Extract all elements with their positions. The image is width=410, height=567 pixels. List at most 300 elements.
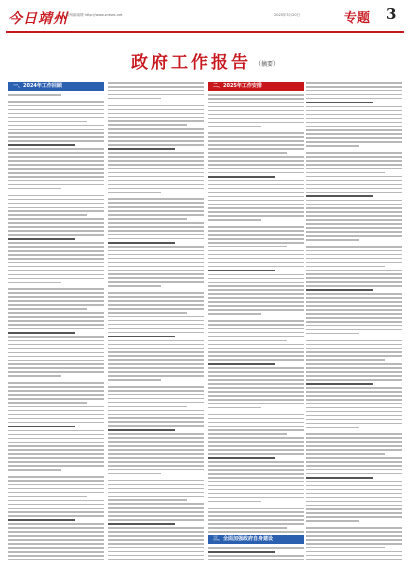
text-line [8,519,75,521]
text-line [306,531,402,533]
text-line [108,168,204,170]
text-line [8,238,75,240]
text-line [108,344,204,346]
text-line [306,505,402,507]
text-line [108,160,204,162]
text-line [208,461,304,463]
text-line [306,164,402,166]
text-line [8,465,104,467]
text-line [8,246,104,248]
text-line [8,278,104,280]
text-line [208,429,304,431]
text-line [208,379,304,381]
text-line [306,94,402,96]
text-line [208,371,304,373]
text-line [306,321,402,323]
text-line [208,226,304,228]
text-line [108,176,204,178]
text-line [8,152,104,154]
text-line [8,254,104,256]
text-line [8,527,104,529]
text-line [8,320,104,322]
text-line [108,433,204,435]
text-line [208,285,304,287]
text-line [306,449,402,451]
text-line [208,297,304,299]
text-line [306,126,402,128]
text-line [306,445,402,447]
text-line [208,176,275,178]
text-line [8,352,104,354]
text-line [8,344,104,346]
headline [0,48,410,73]
text-line [108,188,204,190]
text-line [108,230,204,232]
text-line [208,313,261,315]
text-line [108,457,204,459]
text-line [108,266,204,268]
text-line [108,417,204,419]
text-line [108,402,204,404]
text-line [108,285,161,287]
text-line [306,433,402,435]
text-line [306,211,402,213]
text-line [8,156,104,158]
text-line [306,281,402,283]
text-line [208,282,304,284]
text-line [306,176,402,178]
column-1 [8,82,104,560]
text-line [208,140,304,142]
text-line [306,375,402,377]
text-line [108,390,204,392]
text-line [8,488,104,490]
text-line [208,258,304,260]
text-line [108,367,204,369]
text-line [208,160,304,162]
headline-note: （摘要） [254,61,279,68]
text-line [108,348,204,350]
text-line [306,539,402,541]
text-line [108,394,204,396]
text-line [108,425,204,427]
text-line [108,453,204,455]
text-line [208,196,304,198]
text-line [8,282,61,284]
text-line [108,559,204,560]
text-line [108,82,204,84]
text-line [208,422,304,424]
text-line [208,399,304,401]
text-line [306,403,402,405]
text-line [306,273,402,275]
text-line [108,324,204,326]
text-line [306,219,402,221]
text-line [306,501,402,503]
text-line [8,394,104,396]
text-line [306,215,402,217]
text-line [208,262,304,264]
text-line [208,184,304,186]
text-line [306,258,402,260]
text-line [208,305,304,307]
text-line [208,375,304,377]
text-line [8,390,104,392]
text-line [306,188,402,190]
text-line [208,122,304,124]
text-line [108,332,204,334]
text-line [208,340,287,342]
text-line [306,359,385,361]
text-line [8,438,104,440]
text-line [8,434,104,436]
text-line [8,214,87,216]
text-line [306,427,359,429]
text-line [208,152,287,154]
text-line [108,281,204,283]
text-line [208,437,304,439]
text-line [108,375,204,377]
text-line [306,250,402,252]
text-line [8,94,61,96]
text-line [108,206,204,208]
text-line [108,496,204,498]
text-line [306,266,385,268]
text-line [306,207,402,209]
text-line [306,512,402,514]
text-line [108,222,204,224]
text-line [8,210,104,212]
text-line [8,226,104,228]
text-line [306,329,402,331]
text-line [8,406,104,408]
text-line [108,555,204,557]
text-line [8,348,104,350]
masthead-meta: 靖州新闻网 http://www.znews.net [66,13,123,17]
text-line [306,473,402,475]
text-line [306,204,402,206]
text-line [108,308,204,310]
text-line [8,222,104,224]
text-line [306,441,402,443]
text-line [8,328,104,330]
text-line [8,176,104,178]
text-line [8,492,104,494]
text-line [306,145,359,147]
text-line [208,493,304,495]
text-line [306,379,402,381]
text-line [8,496,87,498]
section-banner-review: 一、2024年工作回顾 [8,82,104,91]
text-line [208,156,304,158]
text-line [306,477,373,479]
text-line [306,355,402,357]
text-line [108,523,175,525]
text-line [208,547,304,549]
text-line [8,125,104,127]
text-line [108,484,204,486]
text-line [8,117,104,119]
text-line [108,90,204,92]
text-line [8,547,104,549]
text-line [108,120,204,122]
text-line [8,144,75,146]
text-line [108,113,204,115]
text-line [208,309,304,311]
text-line [8,367,104,369]
newspaper-logo: 今日靖州 [8,11,68,27]
text-line [108,109,204,111]
text-line [108,398,204,400]
text-line [208,559,304,560]
text-line [108,273,204,275]
text-line [8,160,104,162]
text-line [208,485,304,487]
text-line [208,383,304,385]
text-line [8,360,104,362]
text-line [208,215,304,217]
text-line [108,527,204,529]
text-line [306,192,402,194]
text-line [306,457,402,459]
text-line [306,437,402,439]
text-line [208,118,304,120]
text-line [108,371,204,373]
text-line [108,184,204,186]
text-line [8,484,104,486]
text-line [306,465,402,467]
section-banner-plan: 二、2025年工作安排 [208,82,304,91]
text-line [108,172,204,174]
text-line [8,543,104,545]
text-line [108,449,204,451]
text-line [108,351,204,353]
text-line [108,551,204,553]
text-line [208,168,304,170]
text-line [208,359,304,361]
text-line [208,497,304,499]
text-line [8,410,104,412]
text-line [208,234,304,236]
text-line [306,527,402,529]
text-line [108,499,187,501]
text-line [8,105,104,107]
text-line [108,515,204,517]
text-line [208,94,304,96]
page-number: 3 [386,5,397,23]
text-line [8,555,104,557]
text-line [8,551,104,553]
text-line [208,110,304,112]
text-line [306,180,402,182]
text-line [8,234,104,236]
text-line [208,192,304,194]
text-line [208,266,304,268]
text-line [306,277,402,279]
text-line [8,121,87,123]
text-line [8,559,104,560]
text-line [208,395,304,397]
text-line [8,288,104,290]
text-line [108,152,204,154]
text-line [108,117,204,119]
text-line [306,555,402,557]
text-line [108,277,204,279]
text-line [306,493,402,495]
text-line [8,304,104,306]
text-line [208,172,304,174]
text-line [306,270,402,272]
text-line [208,489,304,491]
text-line [306,289,373,291]
text-line [108,316,204,318]
text-line [108,94,204,96]
masthead [0,0,410,36]
text-line [208,473,304,475]
text-line [8,132,104,134]
text-line [108,136,204,138]
text-line [108,539,204,541]
text-line [306,387,402,389]
headline-title: 政府工作报告 [130,53,251,73]
text-line [208,418,304,420]
text-line [306,156,402,158]
text-line [8,316,104,318]
text-line [8,457,104,459]
text-line [108,511,204,513]
text-line [108,198,204,200]
text-line [8,148,104,150]
text-line [306,461,402,463]
text-line [306,133,402,135]
text-line [8,296,104,298]
text-line [306,200,402,202]
text-line [108,86,204,88]
text-line [306,254,402,256]
text-line [8,523,104,525]
text-line [108,492,204,494]
text-line [208,320,304,322]
text-line [108,192,161,194]
text-line [208,102,304,104]
text-line [306,231,402,233]
text-line [8,442,104,444]
text-line [208,230,304,232]
text-line [8,270,104,272]
text-line [8,511,104,513]
text-line [108,226,204,228]
issue-date: 2025年3月20日 [274,13,301,17]
text-line [8,218,104,220]
text-line [306,106,402,108]
text-line [8,500,104,502]
text-line [108,465,204,467]
text-line [8,504,104,506]
text-line [306,340,402,342]
text-line [8,531,104,533]
text-line [108,234,204,236]
text-line [108,340,204,342]
text-line [208,270,275,272]
text-line [108,250,204,252]
text-line [306,535,402,537]
text-line [108,124,187,126]
text-line [208,219,261,221]
text-line [208,250,304,252]
text-line [8,382,104,384]
text-line [8,250,104,252]
text-line [208,204,304,206]
text-line [8,266,104,268]
text-line [208,367,304,369]
text-line [208,254,304,256]
text-line [8,274,104,276]
text-line [8,188,61,190]
text-line [306,285,402,287]
text-line [208,426,304,428]
text-line [108,531,204,533]
text-line [306,419,402,421]
text-line [8,414,104,416]
text-line [108,379,161,381]
text-line [208,391,304,393]
text-line [306,520,359,522]
text-line [208,336,304,338]
text-line [306,391,402,393]
text-line [208,407,261,409]
text-line [8,332,75,334]
text-line [306,137,402,139]
text-line [108,429,175,431]
text-line [8,398,104,400]
text-line [108,480,204,482]
text-line [8,453,104,455]
text-line [208,449,304,451]
text-line [208,293,304,295]
text-line [208,523,304,525]
text-line [306,152,402,154]
text-line [306,235,402,237]
text-line [306,160,402,162]
text-line [108,469,204,471]
text-line [306,239,359,241]
text-line [306,371,402,373]
text-line [108,296,204,298]
text-line [306,114,402,116]
text-line [306,98,402,100]
text-line [306,297,402,299]
text-line [208,355,304,357]
text-line [108,270,204,272]
text-line [208,180,304,182]
body-text-block [208,94,304,533]
text-line [306,543,402,545]
text-line [306,168,402,170]
text-line [208,148,304,150]
text-line [8,508,104,510]
text-line [208,126,261,128]
text-line [208,136,304,138]
text-line [8,203,104,205]
text-line [208,144,304,146]
text-line [8,426,75,428]
text-line [306,301,402,303]
text-line [306,489,402,491]
text-line [108,246,204,248]
text-line [108,128,204,130]
text-line [108,164,204,166]
text-line [306,411,402,413]
